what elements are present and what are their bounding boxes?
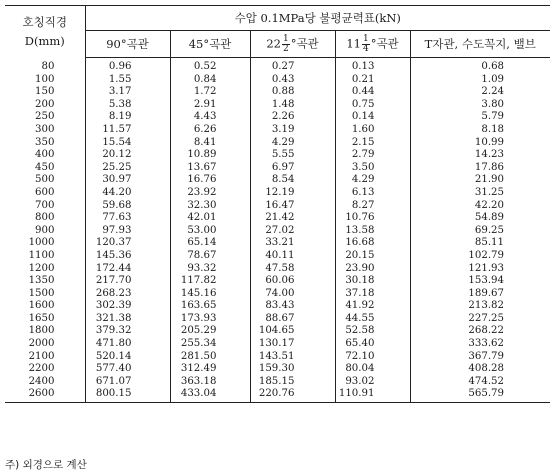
cell-22-half: 130.17 bbox=[250, 338, 335, 351]
cell-diameter: 700 bbox=[5, 200, 85, 213]
cell-diameter: 2100 bbox=[5, 351, 85, 364]
cell-90: 5.38 bbox=[85, 99, 170, 112]
table-row bbox=[5, 212, 550, 225]
cell-45: 117.82 bbox=[170, 275, 250, 288]
cell-11-quarter: 2.79 bbox=[335, 149, 410, 162]
cell-22-half: 3.19 bbox=[250, 124, 335, 137]
cell-tee-valve: 54.89 bbox=[474, 212, 505, 224]
cell-90: 77.63 bbox=[85, 212, 170, 225]
cell-45: 23.92 bbox=[170, 187, 250, 200]
cell-45: 312.49 bbox=[170, 363, 250, 376]
cell-90: 3.17 bbox=[85, 86, 170, 99]
cell-45: 163.65 bbox=[170, 300, 250, 313]
cell-diameter: 1500 bbox=[5, 288, 85, 301]
cell-22-half: 220.76 bbox=[250, 388, 335, 402]
cell-tee-valve: 565.79 bbox=[410, 388, 550, 402]
cell-diameter: 80 bbox=[5, 58, 85, 74]
cell-tee-valve: 268.22 bbox=[468, 325, 505, 337]
cell-diameter: 1000 bbox=[5, 237, 85, 250]
cell-45: 6.26 bbox=[170, 124, 250, 137]
cell-diameter: 400 bbox=[5, 149, 85, 162]
cell-diameter: 150 bbox=[5, 86, 85, 99]
table-row bbox=[5, 174, 550, 187]
cell-45: 363.18 bbox=[170, 376, 250, 389]
cell-tee-valve: 408.28 bbox=[468, 363, 505, 375]
cell-90: 471.80 bbox=[85, 338, 170, 351]
cell-90: 25.25 bbox=[85, 162, 170, 175]
cell-diameter: 1800 bbox=[5, 325, 85, 338]
cell-90: 120.37 bbox=[85, 237, 170, 250]
cell-45: 8.41 bbox=[170, 137, 250, 150]
cell-11-quarter: 41.92 bbox=[335, 300, 410, 313]
cell-90: 20.12 bbox=[85, 149, 170, 162]
cell-diameter: 1100 bbox=[5, 250, 85, 263]
cell-tee-valve: 213.82 bbox=[468, 300, 505, 312]
col-header-11-quarter: 11 $\frac{1}{4}$ °곡관 bbox=[335, 31, 410, 58]
cell-11-quarter: 0.13 bbox=[335, 58, 410, 74]
cell-90: 671.07 bbox=[85, 376, 170, 389]
cell-90: 217.70 bbox=[85, 275, 170, 288]
cell-45: 4.43 bbox=[170, 111, 250, 124]
cell-22-half: 21.42 bbox=[250, 212, 335, 225]
cell-90: 379.32 bbox=[85, 325, 170, 338]
cell-22-half: 5.55 bbox=[250, 149, 335, 162]
cell-tee-valve: 69.25 bbox=[474, 224, 505, 236]
cell-tee-valve: 189.67 bbox=[468, 287, 505, 299]
cell-tee-valve: 5.79 bbox=[481, 111, 505, 123]
table-row bbox=[5, 149, 550, 162]
cell-tee-valve: 3.80 bbox=[481, 98, 505, 110]
cell-11-quarter: 20.15 bbox=[335, 250, 410, 263]
table-row bbox=[5, 124, 550, 137]
cell-tee-valve: 474.52 bbox=[468, 375, 505, 387]
cell-11-quarter: 80.04 bbox=[335, 363, 410, 376]
cell-11-quarter: 6.13 bbox=[335, 187, 410, 200]
cell-diameter: 250 bbox=[5, 111, 85, 124]
cell-45: 0.84 bbox=[170, 74, 250, 87]
cell-22-half: 185.15 bbox=[250, 376, 335, 389]
cell-11-quarter: 0.75 bbox=[335, 99, 410, 112]
cell-tee-valve: 42.20 bbox=[474, 199, 505, 211]
cell-diameter: 600 bbox=[5, 187, 85, 200]
fraction-quarter: $\frac{1}{4}$ bbox=[362, 33, 369, 54]
cell-11-quarter: 0.21 bbox=[335, 74, 410, 87]
cell-tee-valve: 10.99 bbox=[474, 136, 505, 148]
table-row bbox=[5, 363, 550, 376]
cell-diameter: 1600 bbox=[5, 300, 85, 313]
cell-45: 255.34 bbox=[170, 338, 250, 351]
cell-diameter: 900 bbox=[5, 225, 85, 238]
cell-45: 2.91 bbox=[170, 99, 250, 112]
cell-22-half: 0.88 bbox=[250, 86, 335, 99]
cell-22-half: 88.67 bbox=[250, 313, 335, 326]
cell-22-half: 104.65 bbox=[250, 325, 335, 338]
cell-11-quarter: 0.44 bbox=[335, 86, 410, 99]
cell-11-quarter: 30.18 bbox=[335, 275, 410, 288]
table-row bbox=[5, 376, 550, 389]
cell-22-half: 40.11 bbox=[250, 250, 335, 263]
cell-tee-valve: 31.25 bbox=[474, 186, 505, 198]
cell-45: 10.89 bbox=[170, 149, 250, 162]
cell-90: 268.23 bbox=[85, 288, 170, 301]
cell-tee-valve: 14.23 bbox=[474, 149, 505, 161]
cell-tee-valve: 0.68 bbox=[481, 61, 505, 72]
table-row bbox=[5, 225, 550, 238]
col-header-45: 45°곡관 bbox=[170, 31, 250, 58]
cell-22-half: 143.51 bbox=[250, 351, 335, 364]
cell-tee-valve: 85.11 bbox=[474, 237, 505, 249]
cell-90: 1.55 bbox=[85, 74, 170, 87]
cell-11-quarter: 3.50 bbox=[335, 162, 410, 175]
cell-90: 15.54 bbox=[85, 137, 170, 150]
cell-22-half: 6.97 bbox=[250, 162, 335, 175]
cell-11-quarter: 2.15 bbox=[335, 137, 410, 150]
cell-diameter: 2400 bbox=[5, 376, 85, 389]
cell-90: 30.97 bbox=[85, 174, 170, 187]
cell-diameter: 450 bbox=[5, 162, 85, 175]
cell-diameter: 2200 bbox=[5, 363, 85, 376]
cell-11-quarter: 23.90 bbox=[335, 263, 410, 276]
force-table-container bbox=[5, 5, 550, 471]
cell-45: 433.04 bbox=[170, 388, 250, 402]
cell-22-half: 159.30 bbox=[250, 363, 335, 376]
cell-45: 65.14 bbox=[170, 237, 250, 250]
table-row bbox=[5, 162, 550, 175]
cell-45: 16.76 bbox=[170, 174, 250, 187]
cell-45: 145.16 bbox=[170, 288, 250, 301]
cell-22-half: 16.47 bbox=[250, 200, 335, 213]
cell-90: 145.36 bbox=[85, 250, 170, 263]
cell-tee-valve: 367.79 bbox=[468, 350, 505, 362]
cell-11-quarter: 44.55 bbox=[335, 313, 410, 326]
cell-22-half: 47.58 bbox=[250, 263, 335, 276]
cell-diameter: 800 bbox=[5, 212, 85, 225]
table-row bbox=[5, 187, 550, 200]
cell-11-quarter: 52.58 bbox=[335, 325, 410, 338]
table-row bbox=[5, 288, 550, 301]
table-row bbox=[5, 111, 550, 124]
diameter-header-line1: 호칭직경 bbox=[22, 14, 67, 29]
cell-diameter: 1350 bbox=[5, 275, 85, 288]
cell-45: 78.67 bbox=[170, 250, 250, 263]
cell-11-quarter: 13.58 bbox=[335, 225, 410, 238]
table-row bbox=[5, 388, 550, 402]
unbalanced-force-table bbox=[5, 5, 550, 403]
col-header-90: 90°곡관 bbox=[85, 31, 170, 58]
table-row bbox=[5, 137, 550, 150]
cell-tee-valve: 2.24 bbox=[481, 86, 505, 98]
cell-22-half: 0.43 bbox=[250, 74, 335, 87]
cell-diameter: 1200 bbox=[5, 263, 85, 276]
cell-90: 44.20 bbox=[85, 187, 170, 200]
cell-45: 32.30 bbox=[170, 200, 250, 213]
cell-90: 11.57 bbox=[85, 124, 170, 137]
group-title: 수압 0.1MPa당 불평균력표(kN) bbox=[85, 6, 550, 31]
diameter-header-line2: D(mm) bbox=[24, 33, 65, 48]
cell-90: 520.14 bbox=[85, 351, 170, 364]
cell-diameter: 2600 bbox=[5, 388, 85, 402]
cell-22-half: 0.27 bbox=[250, 58, 335, 74]
cell-11-quarter: 4.29 bbox=[335, 174, 410, 187]
cell-11-quarter: 10.76 bbox=[335, 212, 410, 225]
col-header-22-half: 22 $\frac{1}{2}$ °곡관 bbox=[250, 31, 335, 58]
cell-tee-valve: 1.09 bbox=[481, 73, 505, 85]
cell-90: 172.44 bbox=[85, 263, 170, 276]
cell-45: 1.72 bbox=[170, 86, 250, 99]
cell-11-quarter: 65.40 bbox=[335, 338, 410, 351]
table-row bbox=[5, 58, 550, 74]
cell-tee-valve: 121.93 bbox=[468, 262, 505, 274]
cell-45: 53.00 bbox=[170, 225, 250, 238]
fraction-half: $\frac{1}{2}$ bbox=[282, 33, 289, 54]
cell-tee-valve: 153.94 bbox=[468, 275, 505, 287]
table-row bbox=[5, 338, 550, 351]
cell-90: 97.93 bbox=[85, 225, 170, 238]
cell-tee-valve: 102.79 bbox=[468, 249, 505, 261]
cell-11-quarter: 0.14 bbox=[335, 111, 410, 124]
cell-90: 800.15 bbox=[85, 388, 170, 402]
col-header-tee-valve: T자관, 수도꼭지, 밸브 bbox=[410, 31, 550, 58]
cell-22-half: 8.54 bbox=[250, 174, 335, 187]
cell-22-half: 27.02 bbox=[250, 225, 335, 238]
cell-45: 0.52 bbox=[170, 58, 250, 74]
cell-tee-valve: 333.62 bbox=[468, 338, 505, 350]
table-row bbox=[5, 250, 550, 263]
table-row bbox=[5, 237, 550, 250]
cell-diameter: 1650 bbox=[5, 313, 85, 326]
table-row bbox=[5, 99, 550, 112]
cell-90: 321.38 bbox=[85, 313, 170, 326]
cell-diameter: 200 bbox=[5, 99, 85, 112]
cell-diameter: 100 bbox=[5, 74, 85, 87]
cell-22-half: 74.00 bbox=[250, 288, 335, 301]
cell-22-half: 4.29 bbox=[250, 137, 335, 150]
cell-45: 42.01 bbox=[170, 212, 250, 225]
table-row bbox=[5, 275, 550, 288]
cell-45: 281.50 bbox=[170, 351, 250, 364]
cell-tee-valve: 17.86 bbox=[474, 161, 505, 173]
table-row bbox=[5, 325, 550, 338]
cell-diameter: 350 bbox=[5, 137, 85, 150]
cell-diameter: 500 bbox=[5, 174, 85, 187]
cell-11-quarter: 93.02 bbox=[335, 376, 410, 389]
table-row bbox=[5, 200, 550, 213]
cell-11-quarter: 37.18 bbox=[335, 288, 410, 301]
cell-22-half: 12.19 bbox=[250, 187, 335, 200]
cell-11-quarter: 110.91 bbox=[335, 388, 410, 402]
cell-22-half: 33.21 bbox=[250, 237, 335, 250]
cell-diameter: 300 bbox=[5, 124, 85, 137]
cell-tee-valve: 21.90 bbox=[474, 174, 505, 186]
cell-22-half: 2.26 bbox=[250, 111, 335, 124]
table-row bbox=[5, 300, 550, 313]
cell-45: 13.67 bbox=[170, 162, 250, 175]
cell-90: 59.68 bbox=[85, 200, 170, 213]
table-row bbox=[5, 74, 550, 87]
cell-diameter: 2000 bbox=[5, 338, 85, 351]
cell-90: 302.39 bbox=[85, 300, 170, 313]
cell-tee-valve: 8.18 bbox=[481, 123, 505, 135]
cell-90: 577.40 bbox=[85, 363, 170, 376]
cell-90: 8.19 bbox=[85, 111, 170, 124]
cell-45: 93.32 bbox=[170, 263, 250, 276]
diameter-header bbox=[5, 6, 85, 58]
cell-90: 0.96 bbox=[85, 58, 170, 74]
cell-11-quarter: 1.60 bbox=[335, 124, 410, 137]
table-row bbox=[5, 351, 550, 364]
cell-22-half: 60.06 bbox=[250, 275, 335, 288]
footnote: 주) 외경으로 계산 bbox=[5, 459, 87, 471]
table-row bbox=[5, 86, 550, 99]
table-row bbox=[5, 313, 550, 326]
cell-11-quarter: 72.10 bbox=[335, 351, 410, 364]
cell-45: 173.93 bbox=[170, 313, 250, 326]
cell-11-quarter: 16.68 bbox=[335, 237, 410, 250]
cell-tee-valve: 227.25 bbox=[468, 312, 505, 324]
cell-22-half: 1.48 bbox=[250, 99, 335, 112]
table-body bbox=[5, 58, 550, 403]
cell-22-half: 83.43 bbox=[250, 300, 335, 313]
cell-45: 205.29 bbox=[170, 325, 250, 338]
table-row bbox=[5, 263, 550, 276]
cell-11-quarter: 8.27 bbox=[335, 200, 410, 213]
